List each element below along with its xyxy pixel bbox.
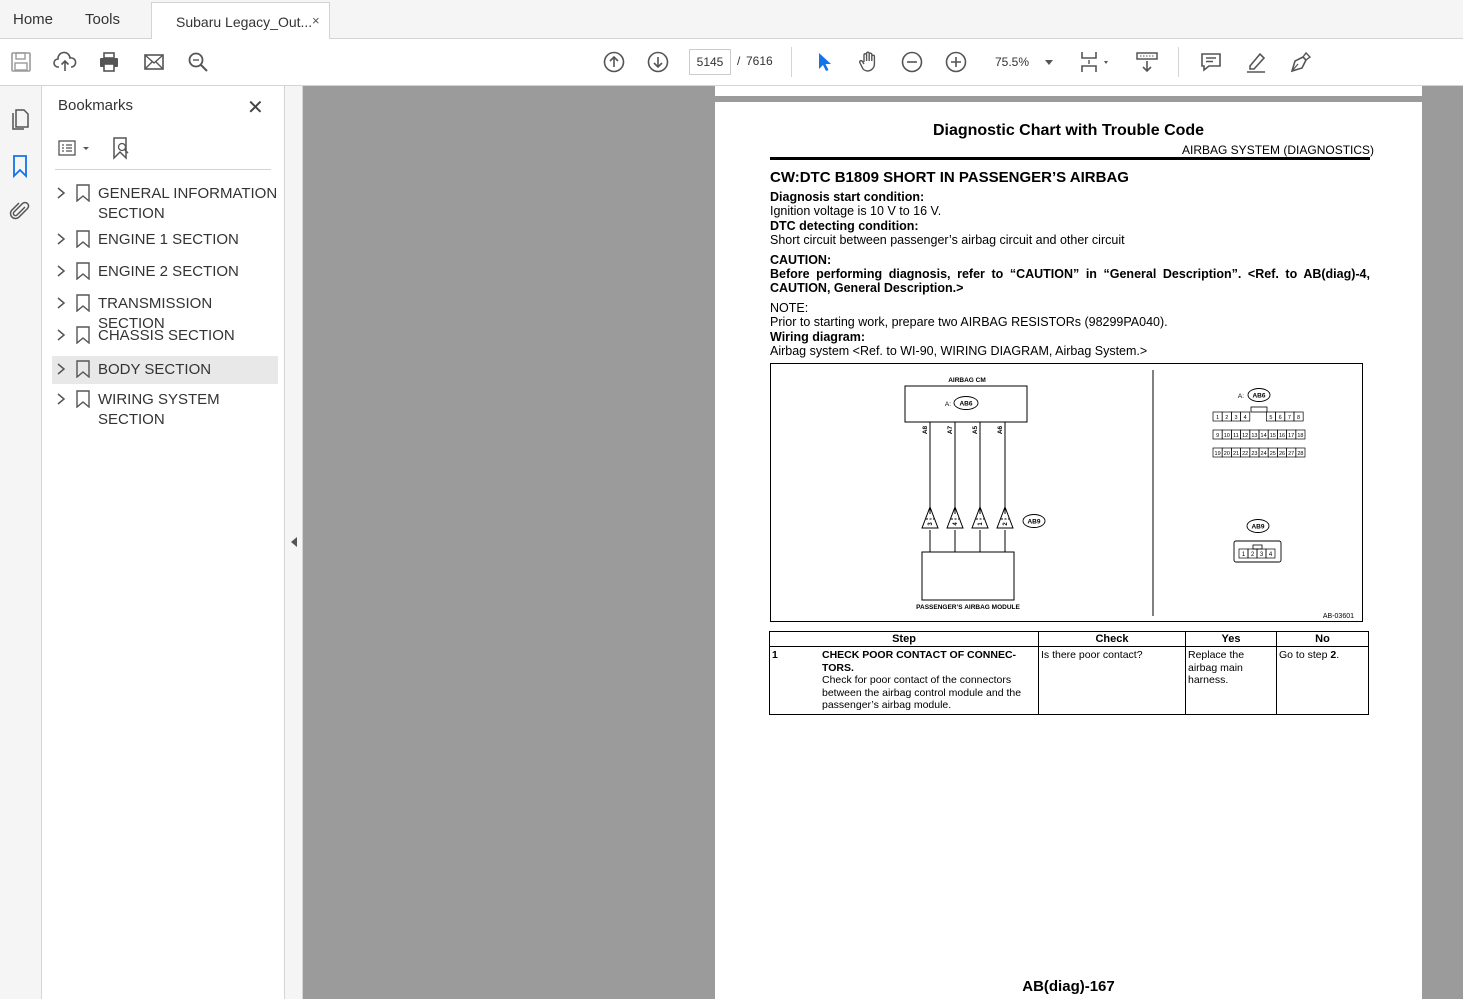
ab6-pin-number: 8 <box>1297 415 1301 421</box>
ab6-pin-number: 15 <box>1269 433 1276 439</box>
pin-3-label: 3 <box>928 522 934 526</box>
bookmark-body[interactable] <box>52 356 278 384</box>
chevron-right-icon[interactable] <box>56 296 66 310</box>
bookmark-icon <box>76 230 90 248</box>
pin-a5-label: A5 <box>972 425 979 435</box>
connector-ab9-label: AB9 <box>1027 518 1041 526</box>
save-icon[interactable] <box>8 49 34 75</box>
find-icon[interactable] <box>185 49 211 75</box>
pin-1-label: 1 <box>978 522 984 526</box>
scroll-mode-icon[interactable] <box>1134 49 1160 75</box>
panel-divider <box>55 169 271 170</box>
ab6-pin-number: 23 <box>1251 451 1258 457</box>
upload-cloud-icon[interactable] <box>52 49 78 75</box>
chevron-right-icon[interactable] <box>56 392 66 406</box>
ab6-pin-number: 11 <box>1233 433 1239 439</box>
chevron-right-icon[interactable] <box>56 264 66 278</box>
chevron-down-icon <box>1045 60 1053 65</box>
pin-a8-label: A8 <box>922 425 929 435</box>
chevron-right-icon[interactable] <box>56 328 66 342</box>
page-fit-icon[interactable] <box>1078 49 1114 75</box>
bookmarks-panel-icon[interactable] <box>8 154 32 178</box>
ab9-pin-number: 2 <box>1250 552 1255 558</box>
ab6-pin-number: 24 <box>1260 451 1267 457</box>
toolbar-divider <box>1178 47 1179 77</box>
ab6-pin-number: 3 <box>1234 415 1238 421</box>
ab6-pin-number: 19 <box>1214 451 1221 457</box>
zoom-select[interactable] <box>989 49 1059 75</box>
check-header: Check <box>1039 632 1186 647</box>
close-panel-icon[interactable]: ✕ <box>247 97 264 119</box>
ab6-pin-number: 28 <box>1297 451 1304 457</box>
caution-label: CAUTION: <box>770 253 832 267</box>
chevron-right-icon[interactable] <box>56 186 66 200</box>
bookmark-engine-1[interactable] <box>52 228 278 252</box>
check-cell: Is there poor contact? <box>1039 647 1186 715</box>
ab6-pin-number: 5 <box>1269 415 1273 421</box>
chevron-right-icon[interactable] <box>56 362 66 376</box>
no-cell <box>1277 647 1369 715</box>
zoom-value: 75.5% <box>995 55 1030 69</box>
ab6-pin-number: 2 <box>1225 415 1229 421</box>
close-tab-icon[interactable]: × <box>312 13 320 28</box>
detect-condition-label: DTC detecting condition: <box>770 219 919 233</box>
navigation-rail <box>0 86 42 999</box>
bookmark-chassis[interactable] <box>52 324 278 348</box>
no-step-link[interactable]: 2 <box>1330 649 1337 661</box>
ab6-pin-number: 14 <box>1260 433 1267 439</box>
bookmark-engine-2[interactable] <box>52 260 278 284</box>
comment-icon[interactable] <box>1198 49 1224 75</box>
figure-id: AB-03601 <box>1322 613 1354 620</box>
diagnostic-step-table <box>769 631 1369 715</box>
email-icon[interactable] <box>141 49 167 75</box>
panel-title: Bookmarks <box>58 97 134 114</box>
toolbar-divider <box>791 47 792 77</box>
airbag-cm-label: AIRBAG CM <box>948 377 986 384</box>
step-cell <box>770 647 1039 715</box>
no-prefix: Go to step <box>1279 649 1331 661</box>
no-suffix: . <box>1336 649 1340 661</box>
connector-ab9-label: AB9 <box>1251 523 1265 531</box>
bookmark-icon <box>76 262 90 280</box>
bookmark-icon <box>76 360 90 378</box>
page-separator: / <box>737 54 741 68</box>
page-header-subtitle: AIRBAG SYSTEM (DIAGNOSTICS) <box>1182 143 1375 157</box>
bookmark-label: CHASSIS SECTION <box>98 327 235 344</box>
sign-pen-icon[interactable] <box>1287 49 1313 75</box>
ab9-pin-grid <box>1239 549 1275 558</box>
ab6-pin-number: 27 <box>1288 451 1295 457</box>
yes-header: Yes <box>1186 632 1277 647</box>
caution-text: Before performing diagnosis, refer to “CAUTION” in “General Description”. <Ref. to AB(diag)-4, CAUTION, General Description.> <box>770 267 1370 295</box>
pin-2-label: 2 <box>1003 522 1009 526</box>
page-header-title: Diagnostic Chart with Trouble Code <box>932 122 1205 139</box>
ab9-pin-number: 4 <box>1268 552 1273 558</box>
passenger-airbag-module-label: PASSENGER’S AIRBAG MODULE <box>916 604 1020 611</box>
bookmark-icon <box>76 294 90 312</box>
ab6-pin-grid <box>1213 412 1305 457</box>
header-rule <box>770 157 1370 160</box>
tab-document[interactable] <box>151 2 330 40</box>
start-condition-text: Ignition voltage is 10 V to 16 V. <box>770 204 942 218</box>
collapse-panel-icon[interactable] <box>291 537 297 547</box>
pin-a7-label: A7 <box>947 425 954 435</box>
tab-bar <box>0 0 1463 39</box>
document-viewport[interactable] <box>303 86 1463 999</box>
bookmark-transmission[interactable] <box>52 292 278 332</box>
previous-page-edge <box>715 86 1422 96</box>
bookmark-label: WIRING SYSTEM SECTION <box>98 391 220 428</box>
ab6-pin-number: 17 <box>1288 433 1295 439</box>
detect-condition-text: Short circuit between passenger’s airbag circuit and other circuit <box>770 233 1125 247</box>
wiring-label: Wiring diagram: <box>770 330 866 344</box>
bookmark-label: TRANSMISSION SECTION <box>98 295 213 332</box>
ab6-pin-number: 13 <box>1251 433 1258 439</box>
bookmarks-panel <box>42 86 285 999</box>
panel-splitter[interactable] <box>285 86 303 999</box>
ab6-pin-number: 1 <box>1216 415 1220 421</box>
pin-a6-label: A6 <box>997 425 1004 435</box>
ab6-pin-number: 6 <box>1278 415 1282 421</box>
note-label: NOTE: <box>770 301 809 315</box>
bookmark-general-information[interactable] <box>52 182 278 224</box>
zoom-in-icon[interactable] <box>943 49 969 75</box>
pdf-page <box>715 102 1422 999</box>
next-page-icon[interactable] <box>645 49 671 75</box>
bookmark-label: GENERAL INFORMATION SECTION <box>98 185 278 222</box>
ab9-pin-number: 3 <box>1259 552 1264 558</box>
add-bookmark-icon[interactable] <box>109 136 133 160</box>
page-total: 7616 <box>746 54 773 68</box>
tab-document-title: Subaru Legacy_Out... <box>176 14 313 30</box>
select-cursor-icon[interactable] <box>811 49 837 75</box>
bookmark-label: BODY SECTION <box>98 361 212 378</box>
connector-a-prefix: A: <box>944 401 952 408</box>
toolbar <box>0 39 1463 86</box>
ab6-pin-number: 25 <box>1269 451 1276 457</box>
bookmark-icon <box>76 390 90 408</box>
step-header: Step <box>770 632 1039 647</box>
ab9-pin-number: 1 <box>1241 552 1246 558</box>
ab6-pin-number: 9 <box>1216 433 1220 439</box>
bookmark-icon <box>76 326 90 344</box>
ab6-pin-number: 21 <box>1232 451 1240 457</box>
highlight-pen-icon[interactable] <box>1243 49 1269 75</box>
chevron-right-icon[interactable] <box>56 232 66 246</box>
yes-cell: Replace the airbag main harness. <box>1186 647 1277 715</box>
ab6-pin-number: 22 <box>1242 451 1249 457</box>
bookmark-options-icon[interactable] <box>58 138 92 160</box>
connector-ab6-label: AB6 <box>1252 392 1266 400</box>
page-thumbnails-icon[interactable] <box>8 107 32 131</box>
connector-a-prefix: A: <box>1237 393 1245 400</box>
step-title: CHECK POOR CONTACT OF CONNEC-TORS. <box>822 649 1017 674</box>
previous-page-icon[interactable] <box>601 49 627 75</box>
hand-tool-icon[interactable] <box>855 49 881 75</box>
wiring-text: Airbag system <Ref. to WI-90, WIRING DIAGRAM, Airbag System.> <box>770 344 1148 358</box>
bookmark-label: ENGINE 2 SECTION <box>98 263 239 280</box>
no-header: No <box>1277 632 1369 647</box>
section-title: CW:DTC B1809 SHORT IN PASSENGER’S AIRBAG <box>770 169 1129 186</box>
attachments-icon[interactable] <box>8 199 32 223</box>
ab6-pin-number: 12 <box>1242 433 1249 439</box>
pin-4-label: 4 <box>953 522 959 526</box>
tab-tools[interactable]: Tools <box>85 11 121 28</box>
page-footer: AB(diag)-167 <box>1022 978 1115 995</box>
start-condition-label: Diagnosis start condition: <box>770 190 925 204</box>
zoom-out-icon[interactable] <box>899 49 925 75</box>
bookmark-wiring-system[interactable] <box>52 388 278 428</box>
ab6-pin-number: 10 <box>1223 433 1230 439</box>
wiring-diagram <box>770 363 1363 622</box>
ab6-pin-number: 7 <box>1287 415 1291 421</box>
tab-home[interactable]: Home <box>13 11 54 28</box>
ab6-pin-number: 16 <box>1278 433 1286 439</box>
bookmark-label: ENGINE 1 SECTION <box>98 231 239 248</box>
table-row <box>770 647 1369 715</box>
ab6-pin-number: 26 <box>1278 451 1286 457</box>
step-description: Check for poor contact of the connectors between the airbag control module and the passenger’s airbag module. <box>822 674 1022 711</box>
ab6-pin-number: 4 <box>1243 415 1247 421</box>
step-number: 1 <box>772 649 778 661</box>
connector-ab6-label: AB6 <box>959 400 973 408</box>
ab6-pin-number: 20 <box>1223 451 1230 457</box>
print-icon[interactable] <box>96 49 122 75</box>
bookmark-icon <box>76 184 90 202</box>
note-text: Prior to starting work, prepare two AIRBAG RESISTORs (98299PA040). <box>770 315 1168 329</box>
page-number-input[interactable]: 5145 <box>689 49 731 75</box>
ab6-pin-number: 18 <box>1297 433 1304 439</box>
